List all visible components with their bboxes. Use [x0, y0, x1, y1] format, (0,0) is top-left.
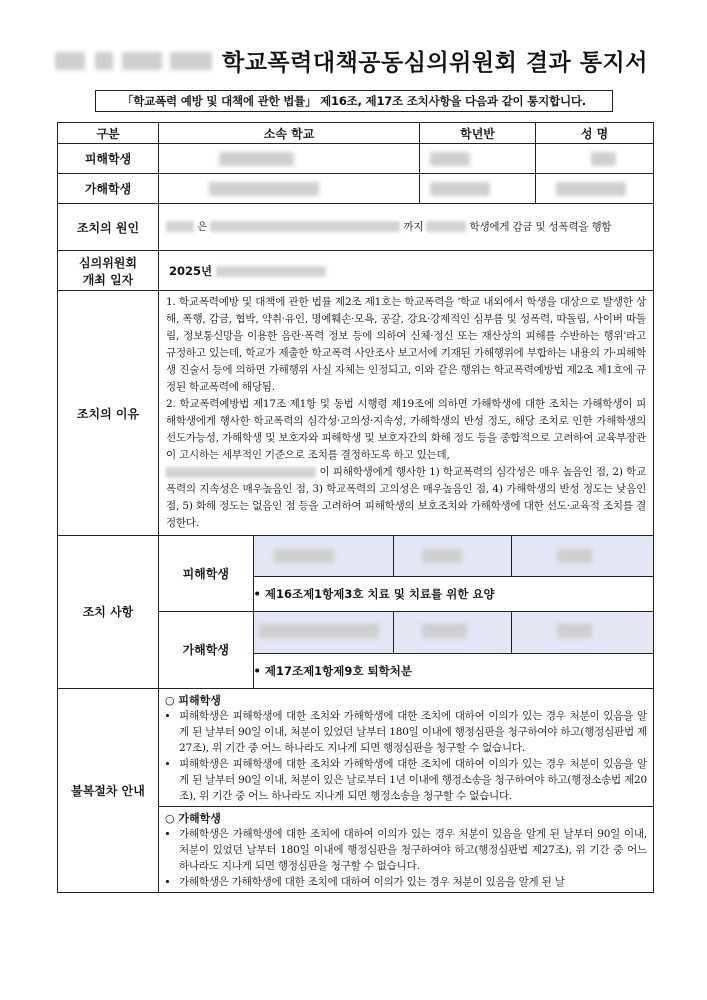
result-table	[57, 122, 654, 893]
redacted-region-name	[170, 52, 212, 70]
offender-name	[536, 174, 654, 204]
document-title: 학교폭력대책공동심의위원회 결과 통지서	[222, 50, 648, 76]
redacted-region-name	[55, 52, 85, 70]
cause-row	[58, 204, 654, 251]
measures-offender-class	[393, 611, 511, 653]
date-row	[58, 251, 654, 291]
victim-school	[159, 144, 420, 174]
reason-label: 조치의 이유	[58, 291, 159, 536]
appeal-content	[159, 688, 654, 892]
victim-label: 피해학생	[58, 144, 159, 174]
offender-class	[420, 174, 536, 204]
list-item: • 피해학생은 피해학생에 대한 조치와 가해학생에 대한 조치에 대하여 이의가 있는 경우 처분이 있음을 알게 된 날부터 90일 이내, 처분이 있었던 날부터 180일 이내에 행정심판을 청구하여야 하고(행정심판법 제27조), 위 기간 중 어느 하나라도 지나게 되면 행정심판을 청구할 수 없습니다.	[179, 708, 647, 756]
victim-name	[536, 144, 654, 174]
appeal-offender-list	[159, 826, 653, 890]
measures-victim-name	[511, 536, 654, 576]
redacted-region-name	[122, 52, 162, 70]
document-subtitle: 「학교폭력 예방 및 대책에 관한 법률」 제16조, 제17조 조치사항을 다음과 같이 통지합니다.	[95, 90, 613, 112]
victim-class	[420, 144, 536, 174]
header-category: 구분	[58, 123, 159, 144]
list-item: • 가해학생은 가해학생에 대한 조치에 대하여 이의가 있는 경우 처분이 있음을 알게 된 날부터 90일 이내, 처분이 있었던 날부터 180일 이내에 행정심판을 청구하여야 하고(행정심판법 제27조), 위 기간 중 어느 하나라도 지나게 되면 행정심판을 청구할 수 없습니다.	[179, 826, 647, 874]
measures-victim-class	[393, 536, 511, 576]
offender-label: 가해학생	[58, 174, 159, 204]
cause-label: 조치의 원인	[58, 204, 159, 251]
measures-offender-name	[511, 611, 654, 653]
measures-row	[58, 536, 654, 689]
list-item: • 가해학생은 가해학생에 대한 조치에 대하여 이의가 있는 경우 처분이 있음을 알게 된 날	[179, 874, 647, 890]
appeal-row	[58, 688, 654, 892]
header-school: 소속 학교	[159, 123, 420, 144]
appeal-victim-list	[159, 708, 653, 804]
measures-label: 조치 사항	[58, 536, 159, 689]
date-value: 2025년	[159, 251, 654, 291]
measures-victim-label: 피해학생	[159, 536, 253, 611]
list-item: • 피해학생은 피해학생에 대한 조치와 가해학생에 대한 조치에 대하여 이의가 있는 경우 처분이 있음을 알게 된 날부터 90일 이내, 처분이 있은 날로부터 1년 이내에 행정소송을 청구하여야 하고(행정소송법 제20조), 위 기간 중 어느 하나라도 지나게 되면 행정소송을 청구할 수 없습니다.	[179, 756, 647, 804]
measures-offender-label: 가해학생	[159, 611, 253, 688]
reason-text: 1. 학교폭력예방 및 대책에 관한 법률 제2조 제1호는 학교폭력을 '학교 내외에서 학생을 대상으로 발생한 상해, 폭행, 감금, 협박, 약취·유인, 명예훼손·모욕, 공갈, 강요·강제적인 심부름 및 성폭력, 따돌림, 사이버 따돌림, 정보통신망을 이용한 음란·폭력 정보 등에 의하여 신체·정신 또는 재산상의 피해를 수반하는 행위'라고 규정하고 있는데, 학교가 제출한 학교폭력 사안조사 보고서에 기재된 가해행위에 부합하는 내용의 가·피해학생 진술서 등에 의하면 가해행위 사실 자체는 인정되고, 이와 같은 행위는 학교폭력예방법 제2조 제1호에 규정된 학교폭력에 해당됨. 2. 학교폭력예방법 제17조 제1항 및 동법 시행령 제19조에 의하면 가해학생에 대한 조치는 가해학생이 피해학생에게 행사한 학교폭력의 심각성·고의성·지속성, 가해학생의 반성 정도, 해당 조치로 인한 가해학생의 선도가능성, 가해학생 및 보호자와 피해학생 및 보호자간의 화해 정도 등을 종합적으로 고려하여 교육부장관이 고시하는 세부적인 기준으로 조치를 결정하도록 하고 있는데, 이 피해학생에게 행사한 1) 학교폭력의 심각성은 매우 높음인 점, 2) 학교폭력의 지속성은 매우높음인 점, 3) 학교폭력의 고의성은 매우높음인 점, 4) 가해학생의 반성 정도는 낮음인 점, 5) 화해 정도는 없음인 점 등을 고려하여 피해학생의 보호조치와 가해학생에 대한 선도·교육적 조치를 결정한다.	[159, 291, 654, 536]
redacted-region-name	[95, 52, 113, 70]
measures-victim-school	[253, 536, 393, 576]
reason-row	[58, 291, 654, 536]
appeal-label: 불복절차 안내	[58, 688, 159, 892]
header-class: 학년반	[420, 123, 536, 144]
header-row	[58, 123, 654, 144]
offender-school	[159, 174, 420, 204]
victim-row	[58, 144, 654, 174]
header-name: 성 명	[536, 123, 654, 144]
appeal-victim-title: ○ 피해학생	[165, 693, 221, 707]
cause-text: 은 까지 학생에게 감금 및 성폭력을 행함	[159, 204, 654, 251]
measures-offender-school	[253, 611, 393, 653]
offender-row	[58, 174, 654, 204]
measures-table	[159, 536, 654, 688]
title-row	[0, 44, 707, 84]
date-label: 심의위원회 개최 일자	[58, 251, 159, 291]
measures-content	[159, 536, 654, 689]
appeal-offender-title: ○ 가해학생	[165, 811, 221, 825]
measures-offender-action: • 제17조제1항제9호 퇴학처분	[253, 653, 654, 688]
measures-victim-action: • 제16조제1항제3호 치료 및 치료를 위한 요양	[253, 576, 654, 611]
